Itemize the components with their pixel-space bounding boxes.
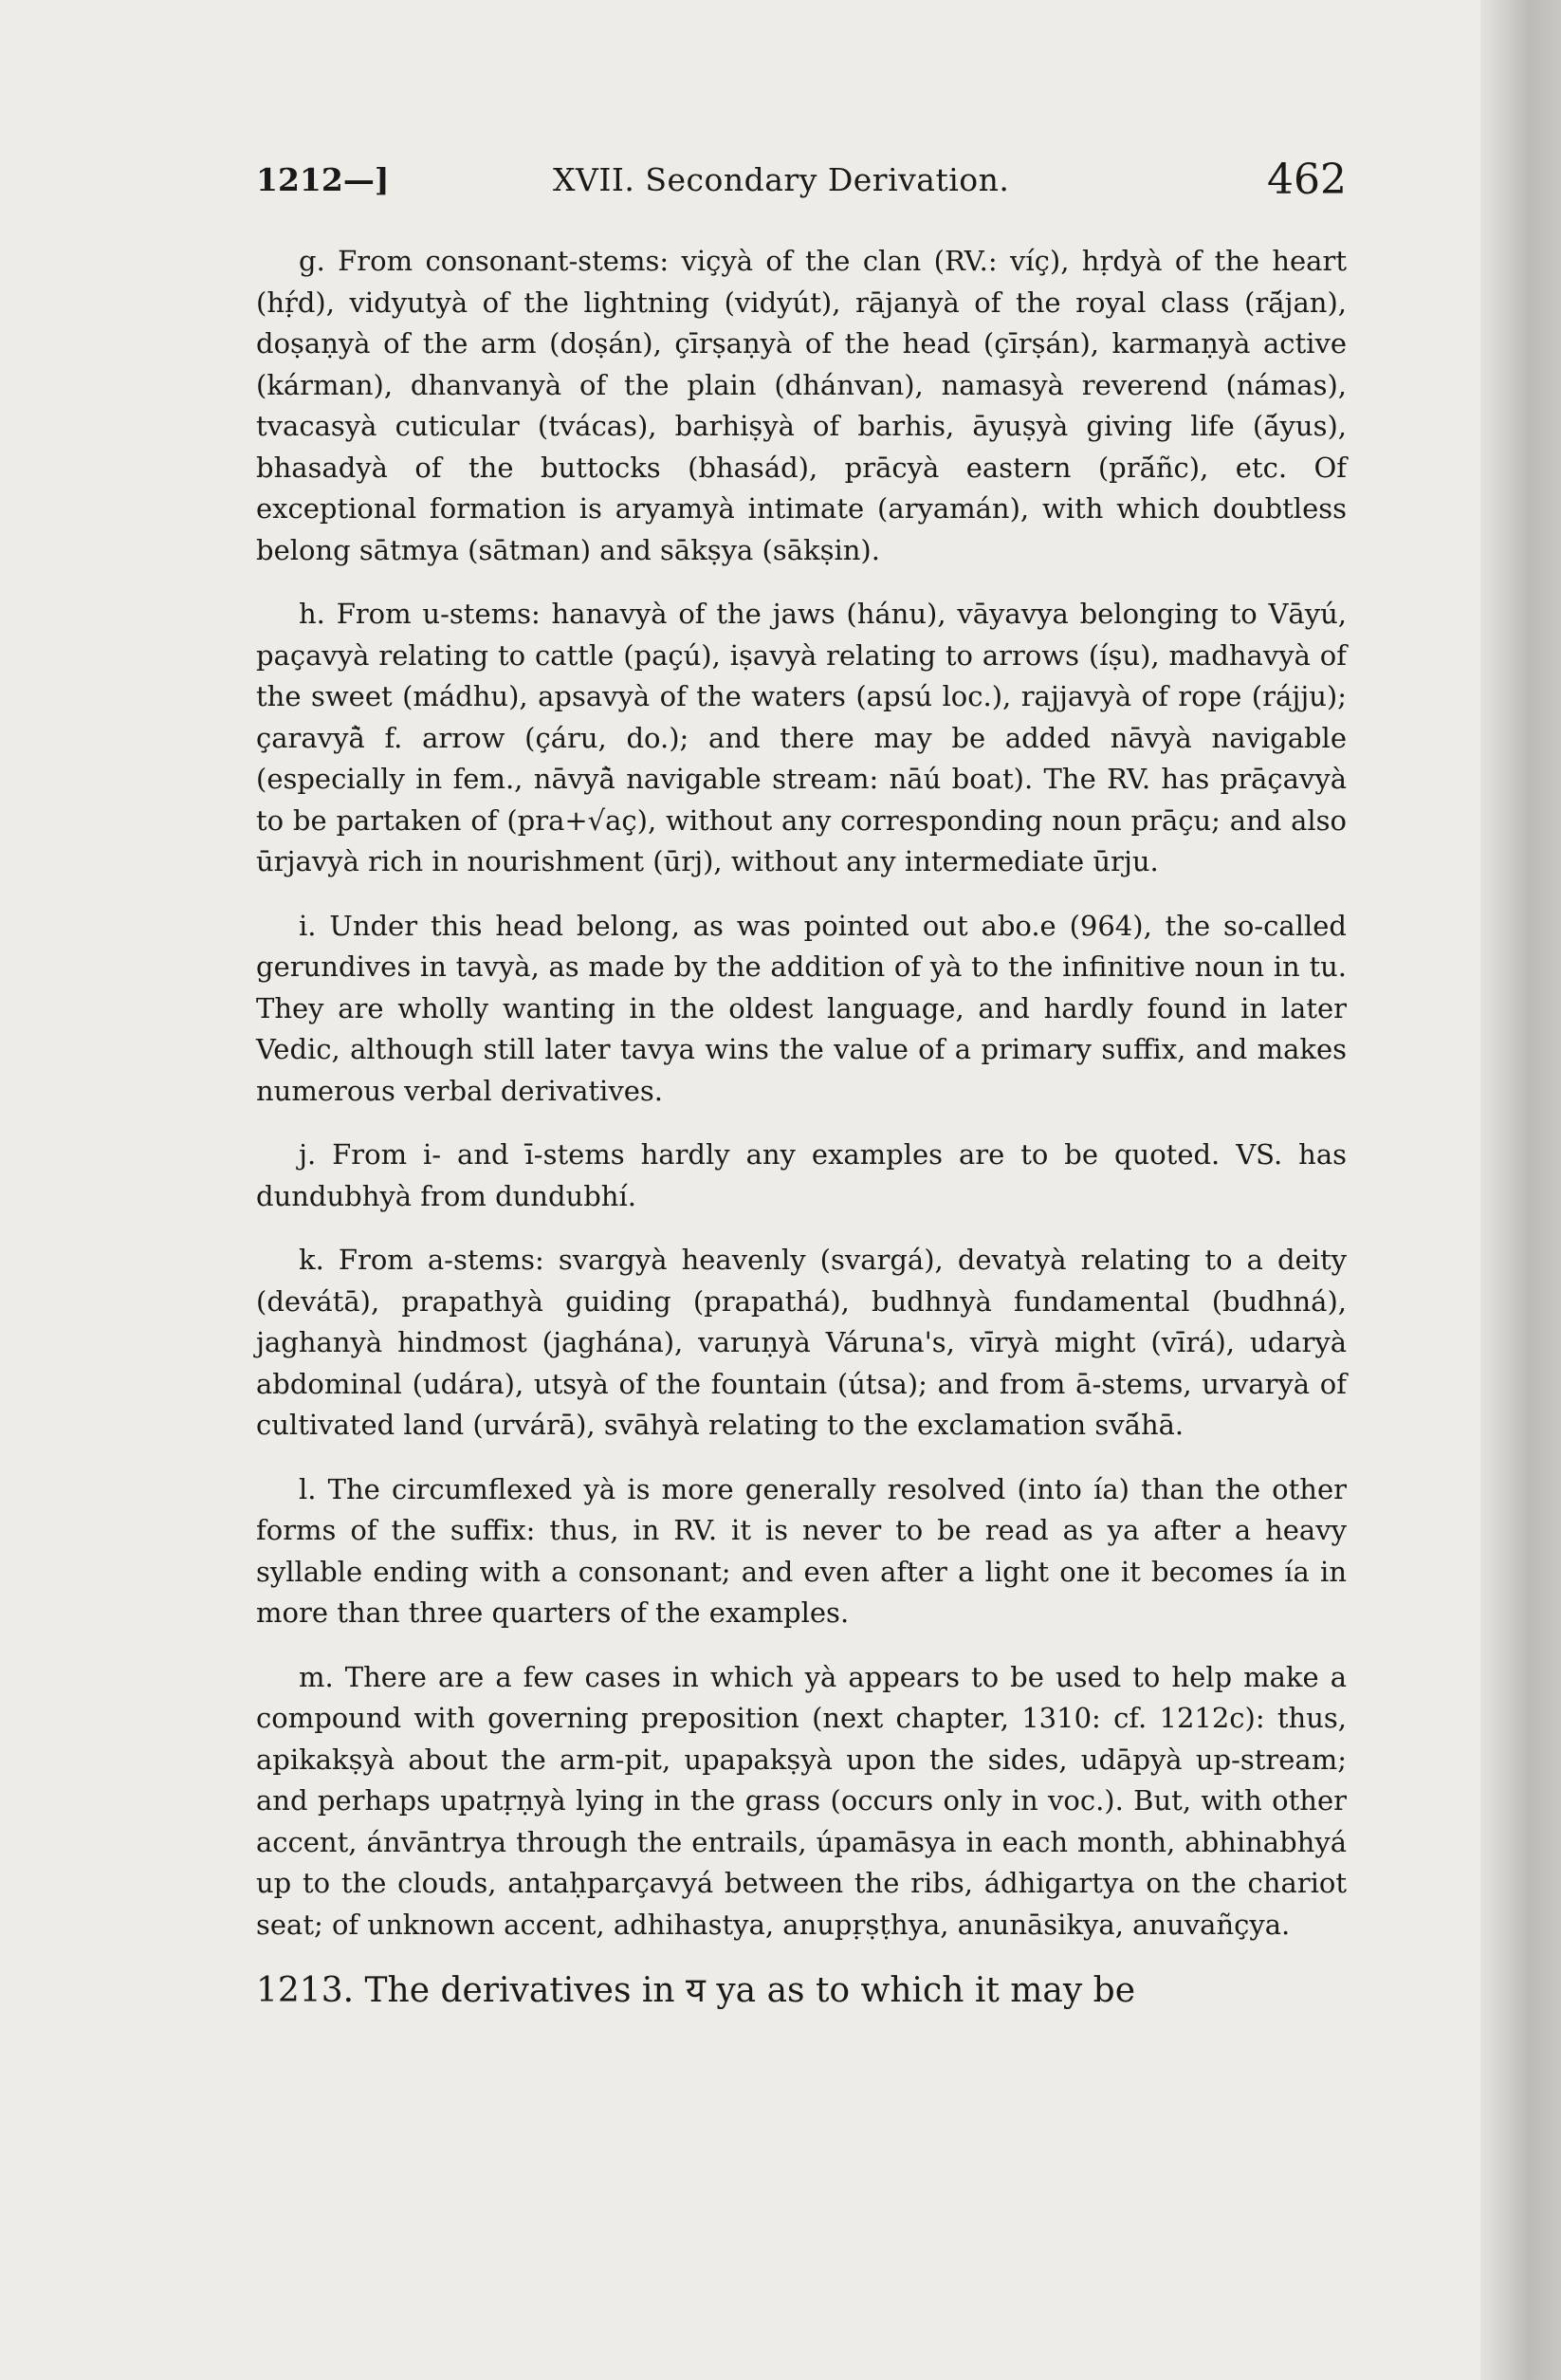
chapter-title: XVII. Secondary Derivation. xyxy=(553,161,1010,198)
paragraph-h: h. From u-stems: hanavyà of the jaws (hánu), vāyavya belonging to Vāyú, paçavyà relating to cattle (paçú), iṣavyà relating to arrows (íṣu), madhavyà of the sweet (mádhu), apsavyà of the waters (apsú loc.), rajjavyà of rope (rájju); çaravyā̀ f. arrow (çáru, do.); and there may be added nāvyà navigable (especially in fem., nāvyā̀ navigable stream: nāú boat). The RV. has prāçavyà to be partaken of (pra+√aç), without any corresponding noun prāçu; and also ūrjavyà rich in nourishment (ūrj), without any intermediate ūrju. xyxy=(256,598,1347,877)
running-header xyxy=(256,142,1347,203)
paragraph-g: g. From consonant-stems: viçyà of the clan (RV.: víç), hṛdyà of the heart (hṛ́d), vidyutyà of the lightning (vidyút), rājanyà of the royal class (rā́jan), doṣaṇyà of the arm (doṣán), çīrṣaṇyà of the head (çīrṣán), karmaṇyà active (kárman), dhanvanyà of the plain (dhánvan), namasyà reverend (námas), tvacasyà cuticular (tvácas), barhiṣyà of barhis, āyuṣyà giving life (ā́yus), bhasadyà of the buttocks (bhasád), prācyà eastern (prā́ñc), etc. Of exceptional formation is aryamyà intimate (aryamán), with which doubtless belong sātmya (sātman) and sākṣya (sākṣin). xyxy=(256,245,1347,566)
paragraph-k: k. From a-stems: svargyà heavenly (svargá), devatyà relating to a deity (devátā), prapathyà guiding (prapathá), budhnyà fundamental (budhná), jaghanyà hindmost (jaghána), varuṇyà Váruna's, vīryà might (vīrá), udaryà abdominal (udára), utsyà of the fountain (útsa); and from ā-stems, urvaryà of cultivated land (urvárā), svāhyà relating to the exclamation svā́hā. xyxy=(256,1244,1347,1441)
paragraph-m: m. There are a few cases in which yà appears to be used to help make a compound with governing preposition (next chapter, 1310: cf. 1212c): thus, apikakṣyà about the arm-pit, upapakṣyà upon the sides, udāpyà up-stream; and perhaps upatṛṇyà lying in the grass (occurs only in voc.). But, with other accent, ánvāntrya through the entrails, úpamāsya in each month, abhinabhyá up to the clouds, antaḥparçavyá between the ribs, ádhigartya on the chariot seat; of unknown accent, adhihastya, anupṛṣṭhya, anunāsikya, anuvañçya. xyxy=(256,1660,1347,1941)
paragraph-1213: 1213. The derivatives in य ya as to which it may be xyxy=(256,1971,1135,2010)
paragraph-i: i. Under this head belong, as was pointed out abo.e (964), the so-called gerundives in tavyà, as made by the addition of yà to the infinitive noun in tu. They are wholly wanting in the oldest language, and hardly found in later Vedic, although still later tavya wins the value of a primary suffix, and makes numerous verbal derivatives. xyxy=(256,909,1347,1107)
section-reference: 1212—] xyxy=(256,161,390,198)
paragraph-l: l. The circumflexed yà is more generally resolved (into ía) than the other forms of the suffix: thus, in RV. it is never to be read as ya after a heavy syllable ending with a consonant; and even after a light one it becomes ía in more than three quarters of the examples. xyxy=(256,1472,1347,1629)
page-binding-edge xyxy=(1480,0,1561,2380)
book-page xyxy=(256,142,1347,2037)
page-number: 462 xyxy=(1267,156,1347,204)
paragraph-j: j. From i- and ī-stems hardly any examples are to be quoted. VS. has dundubhyà from dundubhí. xyxy=(256,1138,1347,1212)
